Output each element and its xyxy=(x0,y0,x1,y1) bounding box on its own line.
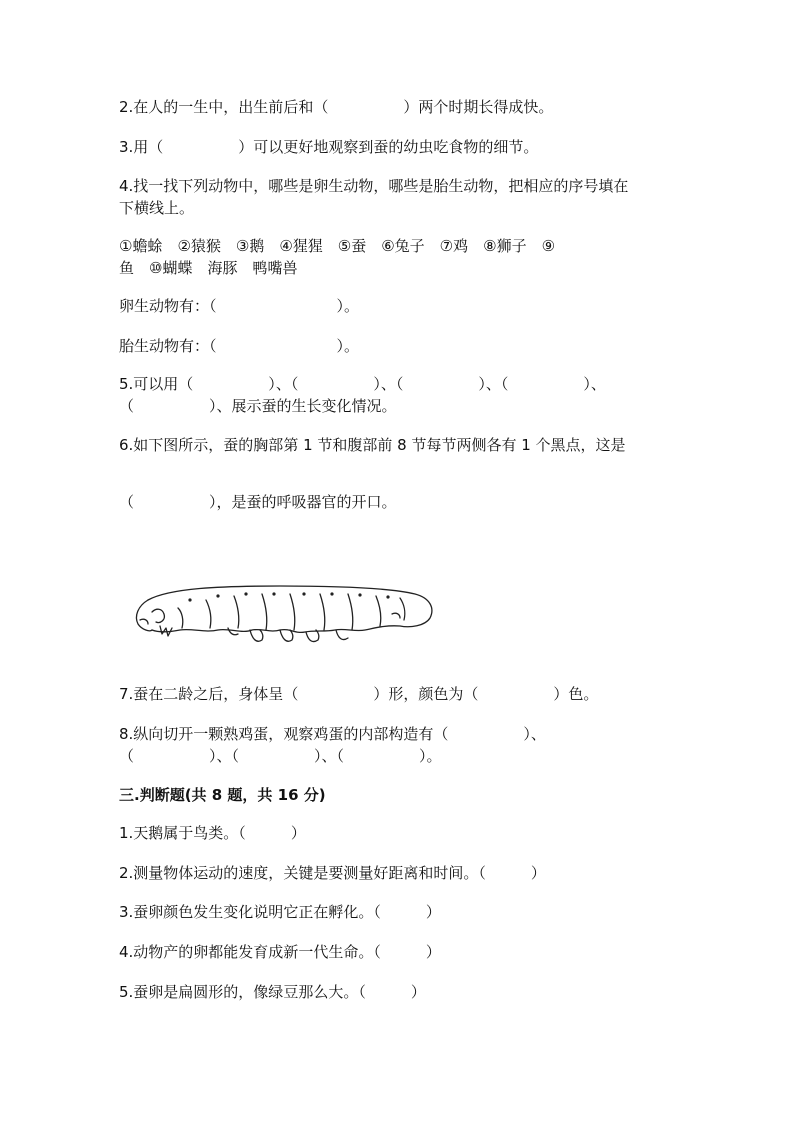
fill-q4-line2: 下横线上。 xyxy=(119,199,195,217)
judge-q2: 2.测量物体运动的速度，关键是要测量好距离和时间。（ ） xyxy=(119,864,546,882)
silkworm-illustration xyxy=(130,578,440,648)
fill-q8-line2: （ ）、（ ）、（ ）。 xyxy=(119,747,442,765)
judge-q4: 4.动物产的卵都能发育成新一代生命。（ ） xyxy=(119,943,441,961)
judge-q5: 5.蚕卵是扁圆形的，像绿豆那么大。（ ） xyxy=(119,983,426,1001)
animal-list-line2: 鱼 ⑩蝴蝶 海豚 鸭嘴兽 xyxy=(119,259,298,277)
oviparous-answer: 卵生动物有：（ ）。 xyxy=(119,297,360,315)
fill-q5-line1: 5.可以用（ ）、（ ）、（ ）、（ ）、 xyxy=(119,375,606,393)
fill-q8-line1: 8.纵向切开一颗熟鸡蛋，观察鸡蛋的内部构造有（ ）、 xyxy=(119,725,546,743)
fill-q2: 2.在人的一生中，出生前后和（ ）两个时期长得成快。 xyxy=(119,98,554,116)
fill-q6-line1: 6.如下图所示，蚕的胸部第 1 节和腹部前 8 节每节两侧各有 1 个黑点，这是 xyxy=(119,436,626,454)
fill-q4-line1: 4.找一找下列动物中，哪些是卵生动物，哪些是胎生动物，把相应的序号填在 xyxy=(119,177,629,195)
fill-q3: 3.用（ ）可以更好地观察到蚕的幼虫吃食物的细节。 xyxy=(119,138,539,156)
animal-list-line1: ①蟾蜍 ②猿猴 ③鹅 ④猩猩 ⑤蚕 ⑥兔子 ⑦鸡 ⑧狮子 ⑨ xyxy=(119,237,556,255)
judge-q1: 1.天鹅属于鸟类。（ ） xyxy=(119,824,306,842)
fill-q5-line2: （ ）、展示蚕的生长变化情况。 xyxy=(119,397,397,415)
fill-q6-line2: （ ），是蚕的呼吸器官的开口。 xyxy=(119,493,397,511)
fill-q7: 7.蚕在二龄之后，身体呈（ ）形，颜色为（ ）色。 xyxy=(119,685,599,703)
viviparous-answer: 胎生动物有：（ ）。 xyxy=(119,337,360,355)
judge-q3: 3.蚕卵颜色发生变化说明它正在孵化。（ ） xyxy=(119,903,441,921)
section-heading: 三.判断题(共 8 题，共 16 分) xyxy=(119,786,326,804)
